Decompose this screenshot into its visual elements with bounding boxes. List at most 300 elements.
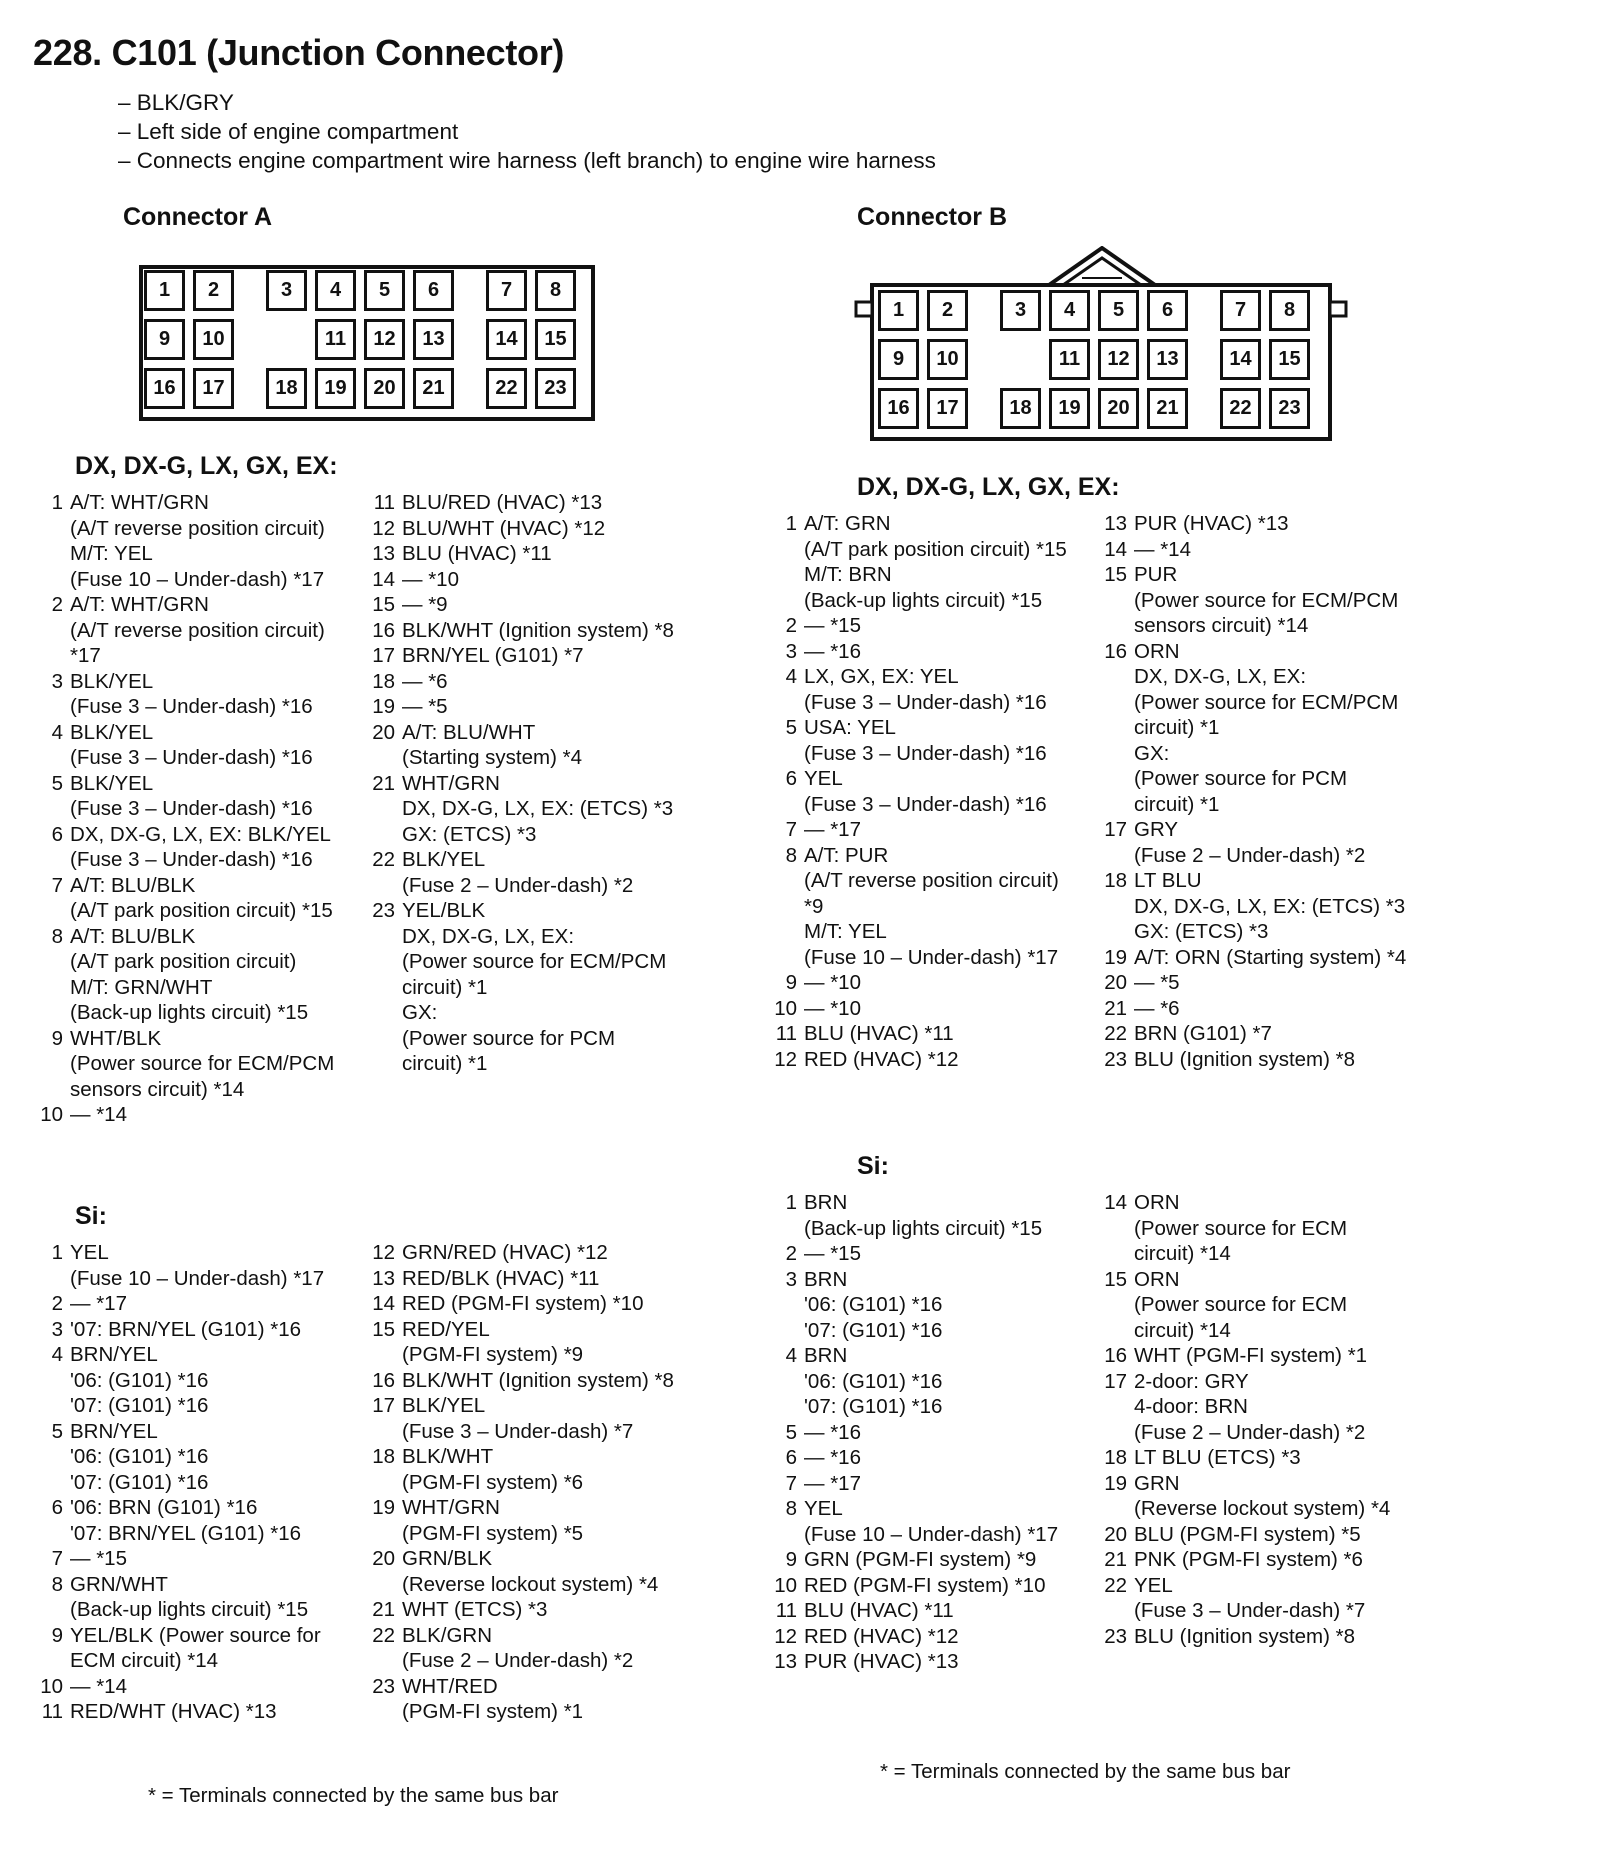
pin-description: GRN: [1134, 1471, 1180, 1495]
pin-description: (Back-up lights circuit) *15: [70, 1598, 309, 1621]
connector-a-footnote: * = Terminals connected by the same bus bar: [148, 1784, 559, 1807]
note-location: – Left side of engine compartment: [118, 119, 459, 144]
terminal-cell: 11: [315, 319, 356, 360]
pin-entry: [30, 1342, 370, 1419]
page-title: 228. C101 (Junction Connector): [33, 32, 565, 73]
pin-entry: [1094, 511, 1434, 537]
pin-number: 6: [785, 1446, 797, 1469]
pin-entry: [30, 720, 370, 771]
pin-description: BRN: [804, 1267, 848, 1291]
pin-entry: [764, 1649, 1104, 1675]
pin-description: A/T: BLU/BLK: [70, 924, 196, 948]
pin-number: 18: [372, 1445, 395, 1468]
terminal-cell: 13: [413, 319, 454, 360]
pin-number: 8: [51, 924, 63, 948]
pin-number: 2: [785, 1242, 797, 1265]
pin-entry: [1094, 1573, 1434, 1624]
pin-description: YEL: [70, 1241, 109, 1264]
pin-entry: [30, 1240, 370, 1291]
terminal-cell: 16: [878, 388, 919, 429]
pin-description: (Starting system) *4: [402, 746, 582, 769]
pin-description: circuit) *1: [402, 975, 488, 999]
pin-description: (Power source for ECM: [1134, 1293, 1348, 1316]
pin-description: LX, GX, EX: YEL: [804, 665, 959, 688]
pin-entry: [362, 1266, 702, 1292]
pin-description: (Fuse 3 – Under-dash) *16: [70, 797, 313, 820]
connector-a-dx-col1: [30, 490, 370, 1128]
terminal-cell: 15: [1269, 339, 1310, 380]
pin-number: 2: [785, 614, 797, 637]
pin-entry: [764, 1241, 1104, 1267]
pin-description: PUR: [1134, 563, 1178, 586]
terminal-cell: 8: [1269, 290, 1310, 331]
pin-description: USA: YEL: [804, 716, 896, 739]
pin-entry: [1094, 1047, 1434, 1073]
connector-b-latch: [1049, 248, 1155, 285]
pin-number: 14: [1104, 1191, 1127, 1214]
pin-description: — *14: [1134, 537, 1191, 561]
terminal-cell: 23: [535, 368, 576, 409]
pin-description: — *10: [804, 971, 861, 994]
terminal-cell: 3: [266, 270, 307, 311]
pin-description: (A/T park position circuit) *15: [804, 537, 1067, 561]
pin-number: 13: [372, 1266, 395, 1290]
pin-number: 11: [41, 1700, 63, 1723]
pin-entry: [362, 1368, 702, 1394]
pin-entry: [30, 1546, 370, 1572]
pin-number: 14: [372, 1292, 395, 1315]
pin-description: (Power source for ECM/PCM: [1134, 588, 1399, 612]
connector-a-si-heading: Si:: [75, 1202, 107, 1230]
pin-description: ORN: [1134, 1267, 1180, 1291]
pin-entry: [764, 613, 1104, 639]
pin-description: (Back-up lights circuit) *15: [70, 1001, 309, 1024]
pin-entry: [1094, 1267, 1434, 1344]
connector-b-label: Connector B: [857, 203, 1007, 231]
pin-number: 2: [51, 593, 63, 616]
pin-entry: [362, 1444, 702, 1495]
pin-description: sensors circuit) *14: [70, 1077, 245, 1101]
pin-description: *9: [804, 894, 824, 918]
pin-number: 23: [372, 899, 395, 922]
pin-number: 5: [785, 716, 797, 739]
pin-description: — *16: [804, 639, 861, 663]
pin-number: 9: [51, 1026, 63, 1050]
pin-description: GX:: [1134, 741, 1170, 765]
pin-number: 15: [372, 1317, 395, 1341]
terminal-cell: 6: [413, 270, 454, 311]
pin-description: A/T: PUR: [804, 843, 889, 867]
pin-description: GRN/RED (HVAC) *12: [402, 1241, 608, 1264]
pin-description: DX, DX-G, LX, EX:: [1134, 665, 1307, 688]
pin-description: LT BLU (ETCS) *3: [1134, 1446, 1301, 1469]
pin-entry: [764, 1021, 1104, 1047]
pin-entry: [764, 1190, 1104, 1241]
pin-number: 16: [372, 1368, 395, 1392]
pin-description: BLK/YEL: [70, 669, 154, 693]
pin-description: (Fuse 10 – Under-dash) *17: [70, 1266, 325, 1290]
pin-description: (Fuse 3 – Under-dash) *7: [1134, 1599, 1366, 1622]
pin-description: DX, DX-G, LX, EX: (ETCS) *3: [402, 797, 674, 820]
terminal-cell: 14: [486, 319, 527, 360]
pin-description: M/T: YEL: [70, 542, 153, 565]
pin-entry: [764, 639, 1104, 665]
pin-entry: [1094, 1190, 1434, 1267]
pin-entry: [362, 1291, 702, 1317]
pin-number: 11: [775, 1599, 797, 1622]
pin-description: BLK/YEL: [402, 1394, 486, 1417]
pin-description: (Fuse 10 – Under-dash) *17: [804, 1522, 1059, 1546]
pin-description: RED (HVAC) *12: [804, 1624, 959, 1648]
pin-description: (Back-up lights circuit) *15: [804, 1216, 1043, 1240]
pin-number: 22: [372, 1623, 395, 1647]
pin-number: 21: [372, 1598, 395, 1621]
pin-description: GRY: [1134, 818, 1179, 841]
terminal-cell: 6: [1147, 290, 1188, 331]
pin-description: GX:: [402, 1001, 438, 1024]
note-connects: – Connects engine compartment wire harness (left branch) to engine wire harness: [118, 148, 936, 173]
pin-description: — *15: [804, 1242, 861, 1265]
terminal-cell: 5: [1098, 290, 1139, 331]
pin-description: (Fuse 3 – Under-dash) *16: [804, 741, 1047, 765]
pin-number: 21: [1104, 1548, 1127, 1571]
terminal-cell: 10: [193, 319, 234, 360]
pin-description: — *17: [70, 1292, 127, 1315]
pin-entry: [1094, 817, 1434, 868]
pin-number: 15: [1104, 563, 1127, 586]
pin-description: RED/BLK (HVAC) *11: [402, 1266, 600, 1290]
connector-a-label: Connector A: [123, 203, 273, 231]
pin-entry: [764, 970, 1104, 996]
pin-number: 20: [1104, 971, 1127, 994]
pin-number: 7: [785, 818, 797, 841]
connector-a-dx-col2: [362, 490, 702, 1077]
pin-entry: [764, 766, 1104, 817]
pin-description: '06: (G101) *16: [70, 1368, 209, 1392]
pin-number: 20: [372, 1547, 395, 1570]
pin-entry: [1094, 1021, 1434, 1047]
pin-entry: [30, 1495, 370, 1546]
pin-description: (Fuse 10 – Under-dash) *17: [70, 567, 325, 591]
pin-description: (Fuse 3 – Under-dash) *16: [70, 746, 313, 769]
pin-entry: [1094, 1369, 1434, 1446]
pin-number: 17: [1104, 1369, 1127, 1393]
pin-description: — *17: [804, 818, 861, 841]
pin-number: 19: [1104, 945, 1127, 969]
pin-description: WHT/GRN: [402, 771, 500, 795]
terminal-cell: 5: [364, 270, 405, 311]
pin-entry: [362, 847, 702, 898]
pin-description: 4-door: BRN: [1134, 1395, 1248, 1418]
pin-number: 9: [51, 1623, 63, 1647]
pin-description: — *17: [804, 1471, 861, 1495]
pin-entry: [1094, 868, 1434, 945]
pin-entry: [764, 664, 1104, 715]
pin-entry: [1094, 996, 1434, 1022]
pin-description: '06: (G101) *16: [804, 1369, 943, 1393]
pin-entry: [764, 1343, 1104, 1420]
pin-description: — *6: [1134, 996, 1180, 1020]
pin-entry: [1094, 1343, 1434, 1369]
pin-entry: [764, 996, 1104, 1022]
pin-number: 1: [785, 1191, 797, 1214]
terminal-cell: 7: [486, 270, 527, 311]
pin-description: — *16: [804, 1446, 861, 1469]
pin-number: 3: [51, 669, 63, 693]
pin-description: circuit) *1: [1134, 716, 1220, 739]
pin-description: '07: BRN/YEL (G101) *16: [70, 1521, 302, 1545]
pin-number: 8: [51, 1572, 63, 1596]
terminal-cell: 22: [486, 368, 527, 409]
pin-description: — *6: [402, 669, 448, 693]
pin-description: BLU/RED (HVAC) *13: [402, 491, 603, 514]
pin-description: BLU (HVAC) *11: [804, 1599, 954, 1622]
pin-description: A/T: BLU/WHT: [402, 720, 536, 744]
pin-description: BLK/YEL: [402, 848, 486, 871]
pin-entry: [764, 1496, 1104, 1547]
pin-description: — *10: [804, 996, 861, 1020]
connector-b-dx-col2: [1094, 511, 1434, 1072]
pin-description: (A/T reverse position circuit): [70, 516, 325, 540]
pin-entry: [30, 1026, 370, 1103]
pin-description: (Power source for PCM: [402, 1026, 616, 1050]
pin-entry: [1094, 537, 1434, 563]
connector-a-si-col1: [30, 1240, 370, 1725]
pin-entry: [30, 1102, 370, 1128]
pin-entry: [362, 1546, 702, 1597]
pin-number: 9: [785, 1548, 797, 1571]
pin-number: 14: [1104, 537, 1127, 561]
terminal-cell: 21: [1147, 388, 1188, 429]
pin-number: 6: [51, 822, 63, 846]
pin-number: 18: [1104, 869, 1127, 892]
pin-number: 11: [373, 491, 395, 514]
pin-description: — *9: [402, 593, 448, 616]
pin-number: 4: [51, 1343, 63, 1366]
pin-number: 4: [785, 1344, 797, 1367]
connector-b-si-heading: Si:: [857, 1152, 889, 1180]
pin-entry: [1094, 1445, 1434, 1471]
pin-description: BLU (HVAC) *11: [402, 542, 552, 565]
pin-entry: [362, 1623, 702, 1674]
pin-description: (Reverse lockout system) *4: [402, 1572, 659, 1596]
pin-description: BLK/GRN: [402, 1623, 492, 1647]
pin-entry: [362, 1393, 702, 1444]
pin-description: (PGM-FI system) *5: [402, 1521, 584, 1545]
terminal-cell: 20: [364, 368, 405, 409]
pin-description: (Power source for ECM: [1134, 1216, 1348, 1240]
pin-description: circuit) *1: [1134, 792, 1220, 816]
pin-entry: [30, 1291, 370, 1317]
terminal-cell: 3: [1000, 290, 1041, 331]
pin-description: — *14: [70, 1103, 127, 1126]
pin-number: 7: [51, 1547, 63, 1570]
pin-number: 17: [372, 644, 395, 667]
pin-description: BLK/WHT (Ignition system) *8: [402, 1368, 674, 1392]
pin-description: (Back-up lights circuit) *15: [804, 588, 1043, 612]
pin-description: BLK/WHT: [402, 1445, 494, 1468]
terminal-cell: 10: [927, 339, 968, 380]
pin-number: 1: [51, 1241, 63, 1264]
pin-entry: [30, 1572, 370, 1623]
terminal-cell: 2: [927, 290, 968, 331]
pin-description: RED/YEL: [402, 1317, 490, 1341]
pin-entry: [362, 669, 702, 695]
pin-number: 1: [785, 512, 797, 535]
pin-description: (Fuse 3 – Under-dash) *16: [804, 792, 1047, 816]
pin-number: 13: [774, 1650, 797, 1673]
pin-entry: [764, 1573, 1104, 1599]
pin-number: 23: [372, 1674, 395, 1698]
pin-number: 1: [51, 491, 63, 514]
pin-number: 3: [51, 1317, 63, 1341]
terminal-cell: 4: [315, 270, 356, 311]
pin-number: 4: [785, 665, 797, 688]
terminal-cell: 17: [927, 388, 968, 429]
pin-description: circuit) *1: [402, 1052, 488, 1075]
pin-entry: [764, 1598, 1104, 1624]
pin-number: 10: [774, 1573, 797, 1597]
pin-number: 16: [372, 618, 395, 642]
pin-entry: [362, 567, 702, 593]
pin-description: WHT (ETCS) *3: [402, 1598, 548, 1621]
pin-description: (Fuse 2 – Under-dash) *2: [1134, 843, 1366, 867]
pin-entry: [30, 1699, 370, 1725]
pin-description: — *15: [70, 1547, 127, 1570]
pin-number: 7: [785, 1471, 797, 1495]
pin-number: 15: [1104, 1267, 1127, 1291]
pin-number: 22: [1104, 1573, 1127, 1597]
pin-description: WHT/RED: [402, 1674, 498, 1698]
pin-number: 12: [372, 1241, 395, 1264]
pin-entry: [362, 1597, 702, 1623]
connector-b-footnote: * = Terminals connected by the same bus bar: [880, 1760, 1291, 1783]
pin-description: (PGM-FI system) *1: [402, 1700, 584, 1723]
pin-entry: [764, 1624, 1104, 1650]
pin-number: 23: [1104, 1047, 1127, 1071]
pin-entry: [30, 1623, 370, 1674]
pin-description: BLK/WHT (Ignition system) *8: [402, 618, 674, 642]
pin-description: DX, DX-G, LX, EX: (ETCS) *3: [1134, 894, 1406, 918]
pin-entry: [362, 898, 702, 1077]
terminal-cell: 19: [315, 368, 356, 409]
pin-description: BLK/YEL: [70, 720, 154, 744]
pin-description: — *10: [402, 567, 459, 591]
pin-description: (Reverse lockout system) *4: [1134, 1497, 1391, 1520]
pin-description: LT BLU: [1134, 869, 1202, 892]
pin-description: *17: [70, 644, 101, 667]
connector-b-si-col2: [1094, 1190, 1434, 1649]
pin-description: WHT/GRN: [402, 1496, 500, 1519]
connector-b-dx-col1: [764, 511, 1104, 1072]
pin-number: 17: [1104, 818, 1127, 841]
connector-b-diagram: [852, 246, 1350, 441]
pin-number: 21: [1104, 996, 1127, 1020]
pin-number: 12: [774, 1047, 797, 1071]
pin-description: (Fuse 3 – Under-dash) *7: [402, 1419, 634, 1443]
terminal-cell: 15: [535, 319, 576, 360]
pin-description: A/T: GRN: [804, 512, 891, 535]
pin-number: 17: [372, 1394, 395, 1417]
pin-description: (Power source for ECM/PCM: [402, 950, 667, 973]
terminal-cell: 12: [1098, 339, 1139, 380]
pin-description: (Power source for ECM/PCM: [1134, 690, 1399, 714]
pin-entry: [362, 1674, 702, 1725]
pin-number: 20: [372, 720, 395, 744]
pin-number: 22: [1104, 1022, 1127, 1045]
pin-entry: [764, 1420, 1104, 1446]
pin-description: (Fuse 3 – Under-dash) *16: [70, 695, 313, 718]
pin-description: RED/WHT (HVAC) *13: [70, 1700, 277, 1723]
pin-number: 6: [785, 767, 797, 790]
pin-description: (Fuse 2 – Under-dash) *2: [402, 873, 634, 897]
pin-entry: [362, 694, 702, 720]
pin-entry: [764, 1445, 1104, 1471]
pin-entry: [30, 1674, 370, 1700]
terminal-cell: 12: [364, 319, 405, 360]
terminal-cell: 9: [144, 319, 185, 360]
pin-number: 4: [51, 720, 63, 744]
pin-description: (PGM-FI system) *9: [402, 1343, 584, 1366]
pin-number: 7: [51, 873, 63, 897]
pin-number: 20: [1104, 1522, 1127, 1546]
pin-description: A/T: WHT/GRN: [70, 593, 209, 616]
pin-description: BRN/YEL (G101) *7: [402, 644, 584, 667]
pin-description: BLU (Ignition system) *8: [1134, 1624, 1356, 1648]
pin-description: BLU (Ignition system) *8: [1134, 1047, 1356, 1071]
terminal-cell: 20: [1098, 388, 1139, 429]
pin-description: GRN/WHT: [70, 1572, 168, 1596]
pin-number: 10: [774, 996, 797, 1020]
terminal-cell: 17: [193, 368, 234, 409]
pin-description: A/T: ORN (Starting system) *4: [1134, 945, 1407, 969]
pin-entry: [30, 669, 370, 720]
terminal-cell: 1: [144, 270, 185, 311]
pin-entry: [362, 1317, 702, 1368]
pin-description: (Power source for ECM/PCM: [70, 1052, 335, 1075]
terminal-cell: 8: [535, 270, 576, 311]
pin-entry: [362, 1240, 702, 1266]
terminal-cell: 18: [266, 368, 307, 409]
pin-description: (Fuse 10 – Under-dash) *17: [804, 945, 1059, 969]
pin-description: — *5: [402, 695, 448, 718]
pin-number: 9: [785, 971, 797, 994]
pin-description: '06: (G101) *16: [70, 1445, 209, 1468]
pin-description: (PGM-FI system) *6: [402, 1470, 584, 1494]
pin-number: 18: [1104, 1446, 1127, 1469]
pin-entry: [362, 516, 702, 542]
pin-entry: [1094, 1522, 1434, 1548]
terminal-cell: 16: [144, 368, 185, 409]
pin-description: YEL: [1134, 1573, 1173, 1597]
pin-entry: [764, 1047, 1104, 1073]
pin-number: 11: [775, 1022, 797, 1045]
pin-number: 8: [785, 843, 797, 867]
pin-number: 19: [1104, 1471, 1127, 1495]
pin-number: 8: [785, 1497, 797, 1520]
pin-entry: [1094, 970, 1434, 996]
pin-description: PUR (HVAC) *13: [1134, 512, 1289, 535]
pin-description: BLK/YEL: [70, 771, 154, 795]
connector-a-dx-heading: DX, DX-G, LX, GX, EX:: [75, 452, 338, 480]
pin-description: (Fuse 2 – Under-dash) *2: [402, 1649, 634, 1672]
pin-description: (Power source for PCM: [1134, 767, 1348, 790]
pin-description: — *16: [804, 1420, 861, 1444]
connector-b-si-col1: [764, 1190, 1104, 1675]
pin-number: 18: [372, 669, 395, 693]
pin-entry: [30, 1419, 370, 1496]
pin-description: sensors circuit) *14: [1134, 614, 1309, 637]
